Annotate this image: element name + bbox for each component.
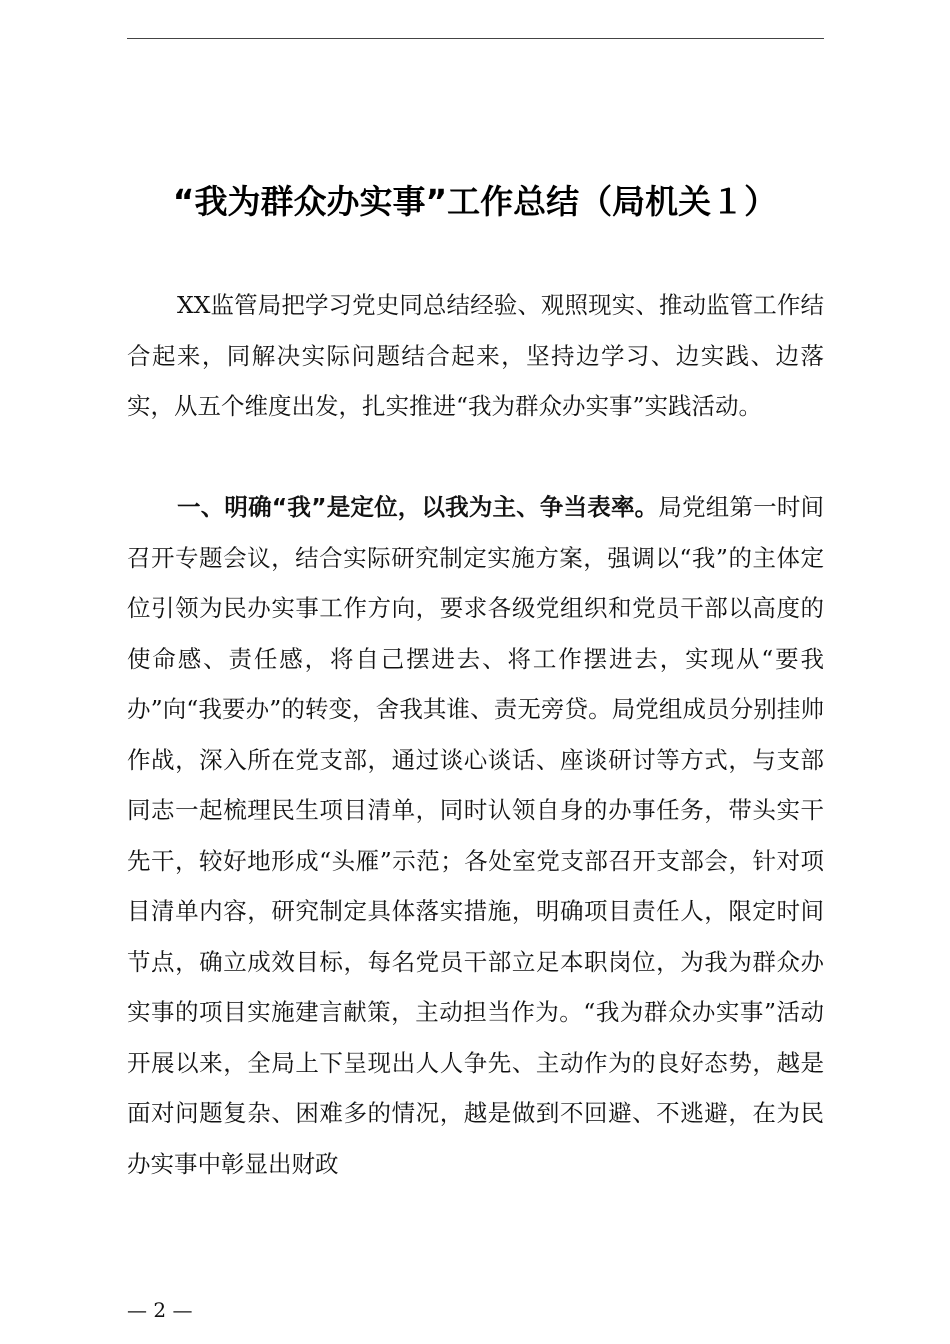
paragraph-2-text: 局党组第一时间召开专题会议，结合实际研究制定实施方案，强调以“我”的主体定位引领为民办实事工作方向，要求各级党组织和党员干部以高度的使命感、责任感，将自己摆进去、将工作摆进去，实现从“要我办”向“我要办”的转变，舍我其谁、责无旁贷。局党组成员分别挂帅作战，深入所在党支部，通过谈心谈话、座谈研讨等方式，与支部同志一起梳理民生项目清单，同时认领自身的办事任务，带头实干先干，较好地形成“头雁”示范；各处室党支部召开支部会，针对项目清单内容，研究制定具体落实措施，明确项目责任人，限定时间节点，确立成效目标，每名党员干部立足本职岗位，为我为群众办实事的项目实施建言献策，主动担当作为。“我为群众办实事”活动开展以来，全局上下呈现出人人争先、主动作为的良好态势，越是面对问题复杂、困难多的情况，越是做到不回避、不逃避，在为民办实事中彰显出财政 — [127, 493, 825, 1178]
paragraph-1-text: XX监管局把学习党史同总结经验、观照现实、推动监管工作结合起来，同解决实际问题结合起来，坚持边学习、边实践、边落实，从五个维度出发，扎实推进“我为群众办实事”实践活动。 — [127, 291, 824, 420]
paragraph-2 — [127, 482, 824, 1189]
header-rule — [127, 38, 824, 39]
paragraph-1 — [127, 280, 824, 432]
page-number: — 2 — — [127, 1298, 193, 1322]
paragraph-2-heading: 一、明确“我”是定位，以我为主、争当表率。 — [177, 493, 659, 521]
document-title: “我为群众办实事”工作总结（局机关１） — [172, 182, 778, 221]
